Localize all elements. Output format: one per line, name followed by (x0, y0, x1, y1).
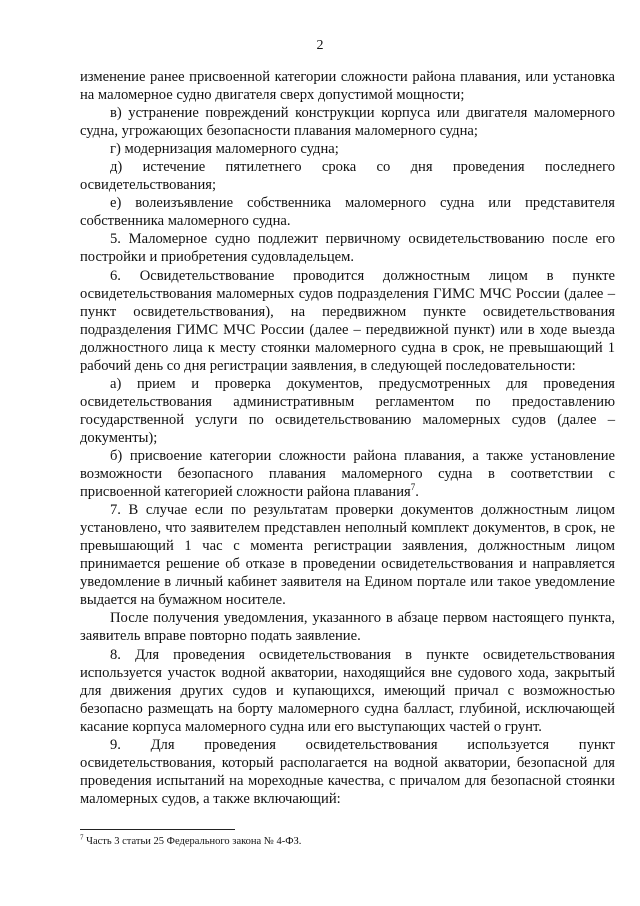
paragraph-clause-6: 6. Освидетельствование проводится должностным лицом в пункте освидетельствования маломерных судов подразделения ГИМС МЧС России (далее – пункт освидетельствования), на передвижном пункте освидетельствования подразделения ГИМС МЧС России (далее – передвижной пункт) или в ходе выезда должностного лица к месту стоянки маломерного судна в срок, не превышающий 1 рабочий день со дня регистрации заявления, в следующей последовательности: (80, 267, 615, 374)
footnote-number: 7 (80, 833, 84, 842)
paragraph-continuation: изменение ранее присвоенной категории сложности района плавания, или установка на маломерное судно двигателя сверх допустимой мощности; (80, 69, 615, 104)
paragraph-clause-8: 8. Для проведения освидетельствования в пункте освидетельствования используется участок водной акватории, находящийся вне судового хода, закрытый для движения других судов и купающихся, имеющий причал с возможностью безопасно размещать на борту маломерного судна балласт, глубиной, исключающей касание корпуса маломерного судна или его выступающих частей о грунт. (80, 646, 615, 735)
paragraph-clause-5: 5. Маломерное судно подлежит первичному освидетельствованию после его постройки и приобретения судовладельцем. (80, 231, 615, 266)
page-number: 2 (316, 38, 324, 53)
footnote (80, 835, 615, 848)
paragraph-item-a: а) прием и проверка документов, предусмотренных для проведения освидетельствования административным регламентом по предоставлению государственной услуги по освидетельствованию маломерных судов (далее – документы); (80, 375, 615, 446)
paragraph-item-v: в) устранение повреждений конструкции корпуса или двигателя маломерного судна, угрожающих безопасности плавания маломерного судна; (80, 105, 615, 140)
paragraph-item-b-tail: . (415, 484, 419, 501)
paragraph-clause-7: 7. В случае если по результатам проверки документов должностным лицом установлено, что заявителем представлен неполный комплект документов, в срок, не превышающий 1 час с момента регистрации заявления, должностным лицом принимается решение об отказе в проведении освидетельствования и направляется уведомление в личный кабинет заявителя на Едином портале или такое уведомление выдается на бумажном носителе. (80, 502, 615, 609)
paragraph-item-b (80, 447, 615, 501)
paragraph-item-d: д) истечение пятилетнего срока со дня проведения последнего освидетельствования; (80, 159, 615, 194)
document-body (80, 68, 615, 808)
footnote-text: Часть 3 статьи 25 Федерального закона № 4-ФЗ. (83, 836, 302, 847)
footnote-divider (80, 829, 235, 830)
paragraph-item-b-text: б) присвоение категории сложности района плавания, а также установление возможности безопасного плавания маломерного судна в соответствии с присвоенной категорией сложности района плавания (80, 447, 615, 501)
footnote-ref: 7 (410, 482, 416, 493)
paragraph-item-g: г) модернизация маломерного судна; (110, 141, 339, 158)
paragraph-item-e: е) волеизъявление собственника маломерного судна или представителя собственника маломерного судна. (80, 195, 615, 230)
paragraph-clause-9: 9. Для проведения освидетельствования используется пункт освидетельствования, который располагается на водной акватории, безопасной для проведения испытаний на мореходные качества, с причалом для безопасной стоянки маломерных судов, а также включающий: (80, 736, 615, 807)
paragraph-clause-7-second: После получения уведомления, указанного в абзаце первом настоящего пункта, заявитель вправе повторно подать заявление. (80, 610, 615, 645)
